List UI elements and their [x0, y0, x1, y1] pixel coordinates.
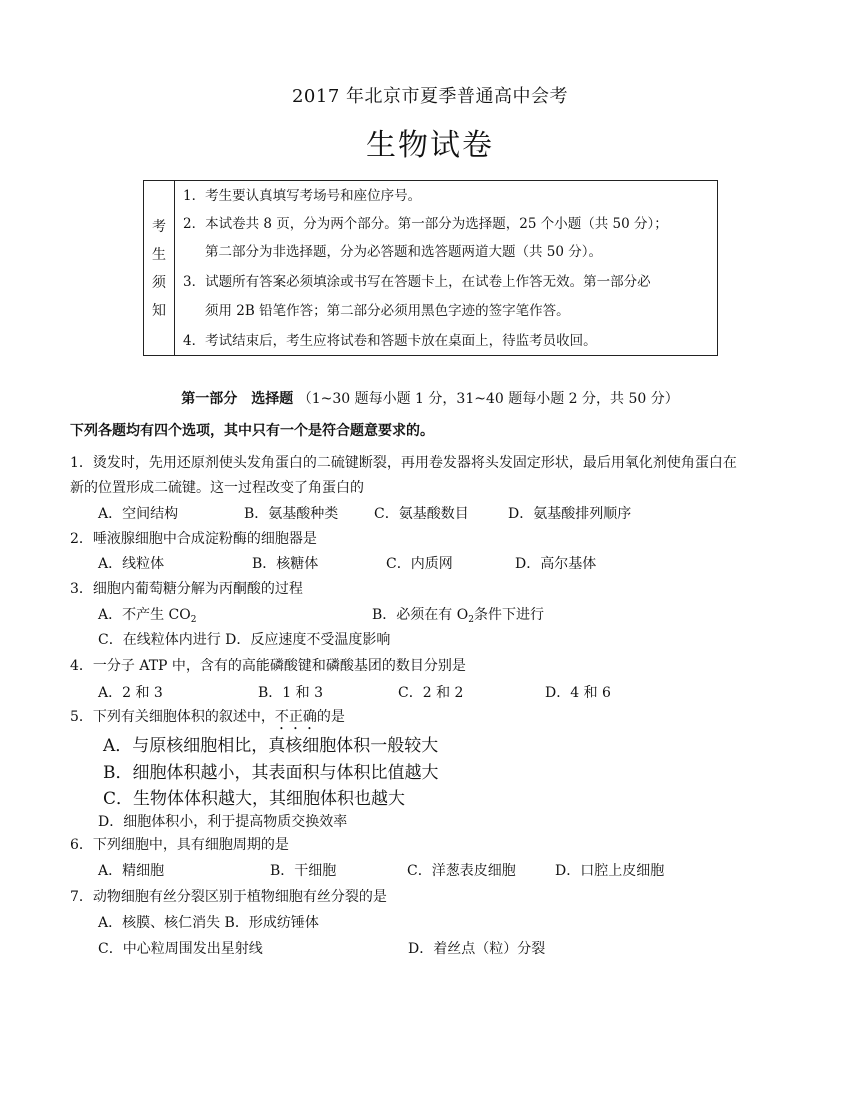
- question-2-option-b: B．核糖体: [252, 556, 319, 572]
- notice-line: 2．本试卷共 8 页，分为两个部分。第一部分为选择题，25 个小题（共 50 分）；: [183, 216, 668, 232]
- notice-label-char: 生: [152, 247, 166, 263]
- notice-line: 4．考试结束后，考生应将试卷和答题卡放在桌面上，待监考员收回。: [183, 333, 597, 349]
- subject-title: 生物试卷: [366, 128, 494, 163]
- notice-line: 须用 2B 铅笔作答；第二部分必须用黑色字迹的签字笔作答。: [205, 303, 570, 319]
- notice-body: [175, 181, 717, 355]
- question-5-option-d: D．细胞体积小，利于提高物质交换效率: [98, 814, 348, 830]
- question-7-stem: 7．动物细胞有丝分裂区别于植物细胞有丝分裂的是: [70, 889, 387, 905]
- subscript: 2: [190, 615, 197, 625]
- question-1-stem: 1．烫发时，先用还原剂使头发角蛋白的二硫键断裂，再用卷发器将头发固定形状，最后用氧化剂使角蛋白在: [70, 455, 737, 471]
- question-4-option-d: D．4 和 6: [545, 685, 611, 701]
- question-6-option-d: D．口腔上皮细胞: [555, 863, 665, 879]
- question-7-option-c: C．中心粒周围发出星射线: [98, 941, 263, 957]
- question-5-option-c: C．生物体体积越大，其细胞体积也越大: [103, 789, 406, 809]
- question-6-option-b: B．干细胞: [270, 863, 337, 879]
- question-2-option-a: A．线粒体: [98, 556, 165, 572]
- section-heading: [0, 388, 860, 408]
- exam-title: 2017 年北京市夏季普通高中会考: [291, 86, 569, 107]
- candidate-notice-box: [143, 180, 718, 356]
- notice-label-column: [144, 181, 175, 355]
- subscript: 2: [468, 615, 474, 625]
- question-5-option-b: B．细胞体积越小，其表面积与体积比值越大: [103, 763, 439, 783]
- question-3-option-c-d: C．在线粒体内进行 D．反应速度不受温度影响: [98, 632, 391, 648]
- question-6-stem: 6．下列细胞中，具有细胞周期的是: [70, 837, 289, 853]
- question-5-stem: 5．下列有关细胞体积的叙述中，不正确的是: [70, 709, 345, 725]
- section-name: 第一部分 选择题: [181, 391, 294, 407]
- question-4-stem: 4．一分子 ATP 中，含有的高能磷酸键和磷酸基团的数目分别是: [70, 658, 466, 674]
- notice-label-char: 考: [152, 219, 166, 235]
- section-scoring: （1~30 题每小题 1 分，31~40 题每小题 2 分，共 50 分）: [297, 391, 679, 407]
- question-2-option-d: D．高尔基体: [515, 556, 597, 572]
- notice-line: 3．试题所有答案必须填涂或书写在答题卡上，在试卷上作答无效。第一部分必: [183, 274, 651, 290]
- question-3-stem: 3．细胞内葡萄糖分解为丙酮酸的过程: [70, 581, 303, 597]
- question-1-option-b: B．氨基酸种类: [244, 506, 339, 522]
- notice-label-char: 知: [152, 303, 166, 319]
- question-1-option-c: C．氨基酸数目: [374, 506, 469, 522]
- notice-label-char: 须: [152, 275, 166, 291]
- question-1-option-d: D．氨基酸排列顺序: [508, 506, 632, 522]
- question-4-option-c: C．2 和 2: [398, 685, 464, 701]
- question-3-option-b: B．必须在有 $O_2$条件下进行: [372, 607, 544, 625]
- question-1-stem-cont: 新的位置形成二硫键。这一过程改变了角蛋白的: [70, 480, 364, 496]
- section-instruction: 下列各题均有四个选项，其中只有一个是符合题意要求的。: [70, 423, 434, 439]
- question-3-option-a: A．不产生 $CO_2$: [98, 607, 197, 625]
- question-6-option-c: C．洋葱表皮细胞: [407, 863, 516, 879]
- emphasis-text: 不正确: [274, 709, 317, 725]
- question-2-option-c: C．内质网: [386, 556, 453, 572]
- question-6-option-a: A．精细胞: [98, 863, 165, 879]
- question-4-option-a: A．2 和 3: [98, 685, 163, 701]
- question-7-option-d: D．着丝点（粒）分裂: [408, 941, 546, 957]
- question-1-option-a: A．空间结构: [98, 506, 179, 522]
- question-7-option-a-b: A．核膜、核仁消失 B．形成纺锤体: [98, 915, 319, 931]
- question-2-stem: 2．唾液腺细胞中合成淀粉酶的细胞器是: [70, 531, 317, 547]
- notice-line: 1．考生要认真填写考场号和座位序号。: [183, 188, 422, 204]
- question-4-option-b: B．1 和 3: [258, 685, 324, 701]
- question-5-option-a: A．与原核细胞相比，真核细胞体积一般较大: [103, 736, 439, 756]
- notice-line: 第二部分为非选择题，分为必答题和选答题两道大题（共 50 分）。: [205, 244, 603, 260]
